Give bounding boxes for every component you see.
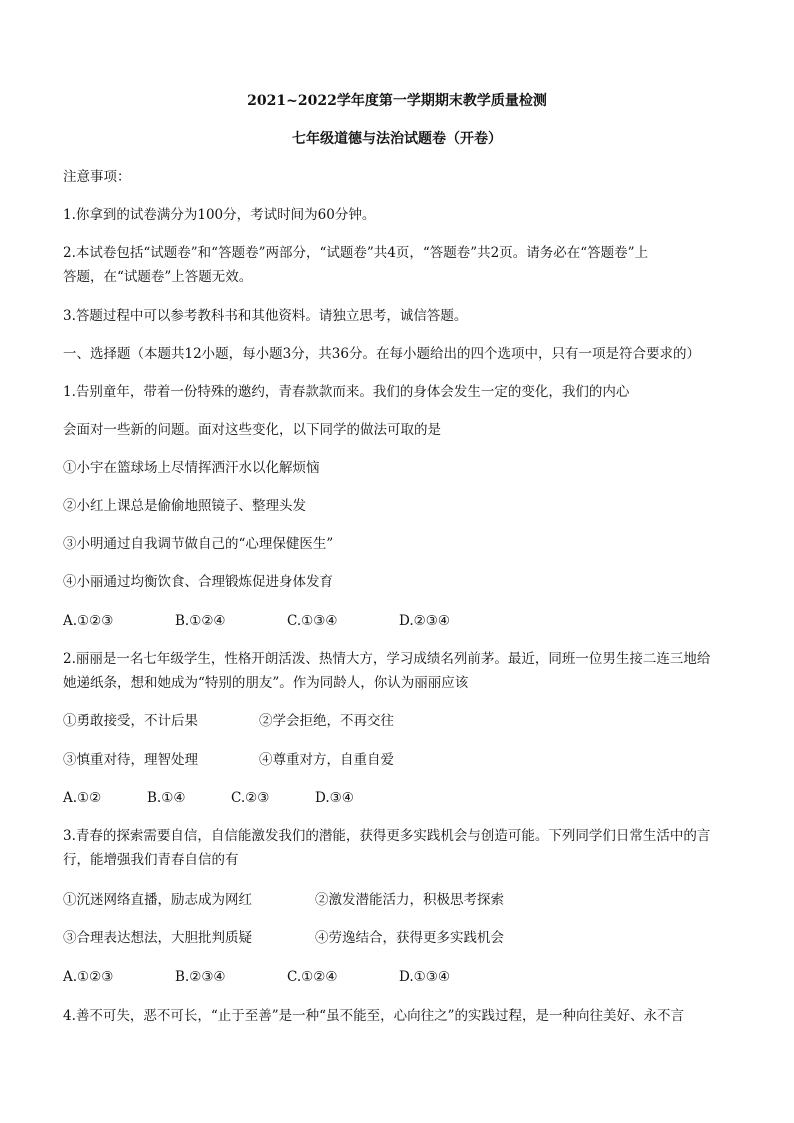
q2-item-2: ②学会拒绝，不再交往	[259, 713, 394, 729]
section-heading: 一、选择题（本题共12小题，每小题3分，共36分。在每小题给出的四个选项中，只有一项是符合要求的）	[63, 346, 700, 362]
q2-option-b[interactable]: B.①④	[147, 790, 186, 806]
q1-option-b[interactable]: B.①②④	[175, 613, 226, 629]
q1-option-d[interactable]: D.②③④	[399, 613, 450, 629]
q1-item-3: ③小明通过自我调节做自己的“心理保健医生”	[63, 536, 334, 552]
q3-item-3: ③合理表达想法，大胆批判质疑	[63, 930, 252, 946]
q3-option-a[interactable]: A.①②③	[63, 969, 114, 985]
q2-item-1: ①勇敢接受，不计后果	[63, 713, 198, 729]
q3-item-4: ④劳逸结合，获得更多实践机会	[315, 930, 504, 946]
q1-option-a[interactable]: A.①②③	[63, 613, 114, 629]
q2-option-c[interactable]: C.②③	[231, 790, 270, 806]
q4-stem-line-1: 4.善不可失，恶不可长，“止于至善”是一种“虽不能至，心向往之”的实践过程，是一种向往美好、永不言	[63, 1008, 684, 1024]
exam-title: 2021~2022学年度第一学期期末教学质量检测	[247, 93, 547, 109]
q1-stem-line-1: 1.告别童年，带着一份特殊的邀约，青春款款而来。我们的身体会发生一定的变化，我们的内心	[63, 384, 630, 400]
q3-option-d[interactable]: D.①③④	[399, 969, 450, 985]
q3-item-2: ②激发潜能活力，积极思考探索	[315, 892, 504, 908]
q1-option-c[interactable]: C.①③④	[287, 613, 338, 629]
exam-subtitle: 七年级道德与法治试题卷（开卷）	[292, 131, 502, 147]
q2-option-d[interactable]: D.③④	[315, 790, 354, 806]
note-2-line-1: 2.本试卷包括“试题卷”和“答题卷”两部分，“试题卷”共4页，“答题卷”共2页。请务必在“答题卷”上	[63, 245, 649, 261]
q1-item-4: ④小丽通过均衡饮食、合理锻炼促进身体发育	[63, 574, 333, 590]
q3-option-c[interactable]: C.①②④	[287, 969, 338, 985]
note-2-line-2: 答题，在“试题卷”上答题无效。	[63, 269, 253, 285]
note-3: 3.答题过程中可以参考教科书和其他资料。请独立思考，诚信答题。	[63, 308, 468, 324]
q3-item-1: ①沉迷网络直播，励志成为网红	[63, 892, 252, 908]
q2-stem-line-1: 2.丽丽是一名七年级学生，性格开朗活泼、热情大方，学习成绩名列前茅。最近，同班一位男生接二连三地给	[63, 651, 711, 667]
q2-stem-line-2: 她递纸条，想和她成为“特别的朋友”。作为同龄人，你认为丽丽应该	[63, 675, 469, 691]
q3-stem-line-1: 3.青春的探索需要自信，自信能激发我们的潜能，获得更多实践机会与创造可能。下列同学们日常生活中的言	[63, 828, 711, 844]
q1-stem-line-2: 会面对一些新的问题。面对这些变化，以下同学的做法可取的是	[63, 422, 441, 438]
q3-stem-line-2: 行，能增强我们青春自信的有	[63, 852, 239, 868]
q3-option-b[interactable]: B.②③④	[175, 969, 226, 985]
note-1: 1.你拿到的试卷满分为100分，考试时间为60分钟。	[63, 207, 376, 223]
q2-item-3: ③慎重对待，理智处理	[63, 752, 198, 768]
q1-item-1: ①小宇在篮球场上尽情挥洒汗水以化解烦恼	[63, 460, 320, 476]
q2-option-a[interactable]: A.①②	[63, 790, 102, 806]
q1-item-2: ②小红上课总是偷偷地照镜子、整理头发	[63, 498, 306, 514]
notes-heading: 注意事项：	[63, 169, 131, 185]
q2-item-4: ④尊重对方，自重自爱	[259, 752, 394, 768]
